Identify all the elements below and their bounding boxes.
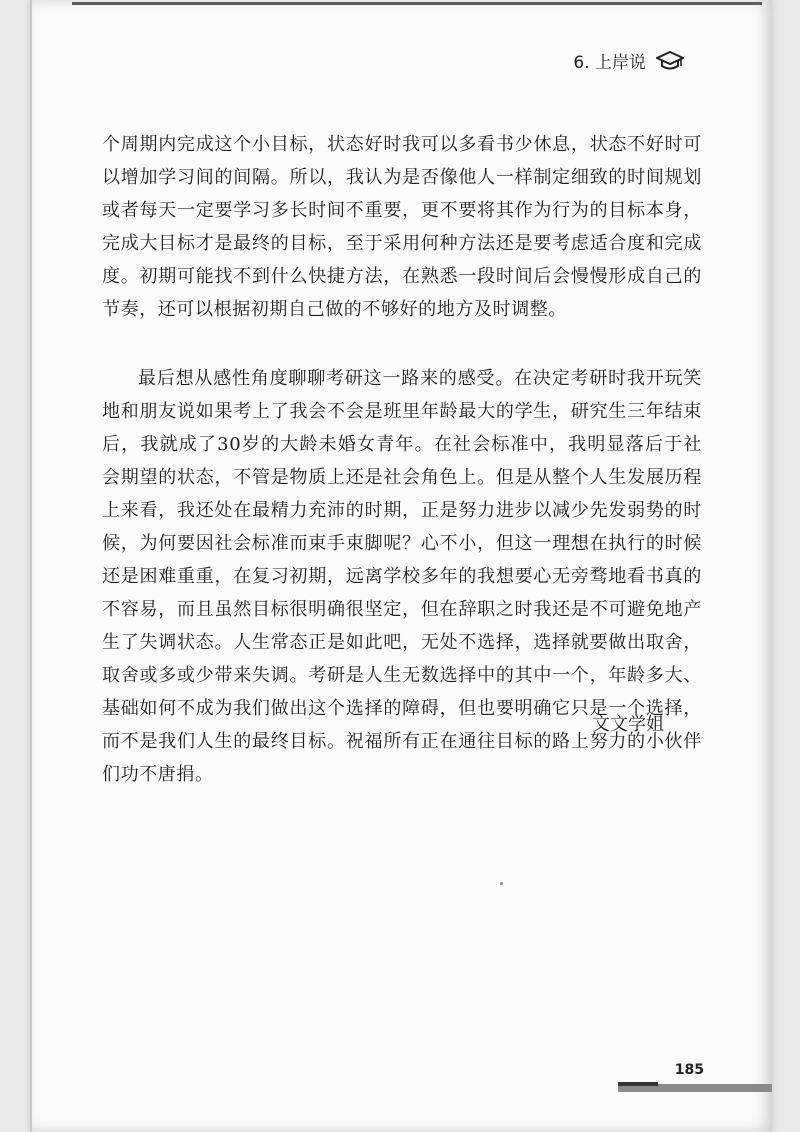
paragraph-1: 个周期内完成这个小目标，状态好时我可以多看书少休息，状态不好时可以增加学习间的间隔。所以，我认为是否像他人一样制定细致的时间规划或者每天一定要学习多长时间不重要，更不要将其作为行为的目标本身，完成大目标才是最终的目标，至于采用何种方法还是要考虑适合度和完成度。初期可能找不到什么快捷方法，在熟悉一段时间后会慢慢形成自己的节奏，还可以根据初期自己做的不够好的地方及时调整。 bbox=[102, 134, 702, 320]
book-page bbox=[30, 0, 772, 1132]
article-body bbox=[102, 128, 702, 791]
paragraph-2: 最后想从感性角度聊聊考研这一路来的感受。在决定考研时我开玩笑地和朋友说如果考上了我会不会是班里年龄最大的学生，研究生三年结束后，我就成了30岁的大龄未婚女青年。在社会标准中，我明显落后于社会期望的状态，不管是物质上还是社会角色上。但是从整个人生发展历程上来看，我还处在最精力充沛的时期，正是努力进步以减少先发弱势的时候，为何要因社会标准而束手束脚呢？心不小，但这一理想在执行的时候还是困难重重，在复习初期，远离学校多年的我想要心无旁骛地看书真的不容易，而且虽然目标很明确很坚定，但在辞职之时我还是不可避免地产生了失调状态。人生常态正是如此吧，无处不选择，选择就要做出取舍，取舍或多或少带来失调。考研是人生无数选择中的其中一个，年龄多大、基础如何不成为我们做出这个选择的障碍，但也要明确它只是一个选择，而不是我们人生的最终目标。祝福所有正在通往目标的路上努力的小伙伴们功不唐捐。 bbox=[102, 368, 702, 785]
print-speck bbox=[500, 882, 503, 885]
page-number: 185 bbox=[674, 1062, 704, 1078]
graduation-cap-icon bbox=[656, 49, 684, 73]
footer-mark bbox=[618, 1082, 658, 1086]
running-header bbox=[573, 48, 684, 73]
chapter-title: 6. 上岸说 bbox=[573, 53, 646, 73]
author-signature: 文文学姐 bbox=[592, 714, 664, 735]
top-rule bbox=[72, 2, 762, 5]
